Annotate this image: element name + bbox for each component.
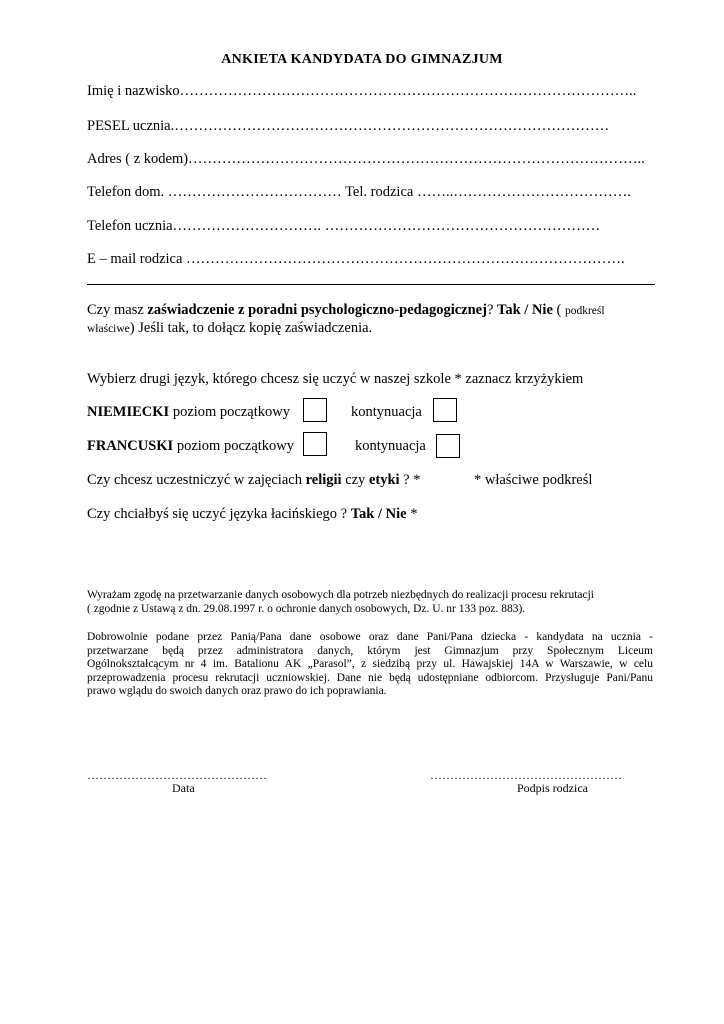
latin-no-option[interactable]: Nie	[385, 506, 407, 522]
religion-option[interactable]: religii	[305, 472, 342, 488]
certificate-note-2: właściwe	[87, 323, 130, 335]
phone-home-field[interactable]: Telefon dom. ……………………………… Tel. rodzica ……..……………………………….	[87, 184, 631, 200]
french-beginner-label: poziom początkowy	[173, 438, 295, 454]
certificate-attach-text: Jeśli tak, to dołącz kopię zaświadczenia.	[138, 320, 373, 336]
certificate-qmark: ?	[486, 302, 497, 318]
info-paragraph	[87, 631, 653, 699]
french-continuation-checkbox[interactable]	[436, 434, 460, 458]
email-parent-field[interactable]: E – mail rodzica ……………………………………………………………………………….	[87, 251, 625, 267]
german-label: NIEMIECKI	[87, 404, 170, 420]
certificate-text: Czy masz	[87, 302, 148, 318]
form-title: ANKIETA KANDYDATA DO GIMNAZJUM	[221, 52, 503, 67]
certificate-yes-option[interactable]: Tak	[497, 302, 521, 318]
info-line-3: Ogólnokształcącym nr 4 im. Batalionu AK „Parasol”, z siedzibą przy ul. Hawajskiej 14A w Warszawie, w celu	[87, 658, 653, 671]
certificate-bold: zaświadczenie z poradni psychologiczno-pedagogicznej	[147, 302, 487, 318]
info-line-4: przeprowadzenia procesu rekrutacji uczniowskiej. Dane nie będą udostępniane odbiorcom. Przysługuje Pani/Panu	[87, 671, 653, 684]
certificate-paren: (	[552, 302, 565, 318]
latin-yes-option[interactable]: Tak	[350, 506, 375, 522]
german-beginner-checkbox[interactable]	[303, 398, 327, 422]
consent-line-2: ( zgodnie z Ustawą z dn. 29.08.1997 r. o ochronie danych osobowych, Dz. U. nr 133 poz. 883).	[87, 602, 526, 615]
latin-text: Czy chciałbyś się uczyć języka łacińskiego ?	[87, 506, 351, 522]
certificate-question	[87, 302, 605, 319]
pesel-field[interactable]: PESEL ucznia.………………………………………………………………………………	[87, 118, 610, 134]
name-field[interactable]: Imię i nazwisko…………………………………………………………………………………..	[87, 83, 637, 99]
german-row	[87, 404, 290, 421]
religion-question	[87, 472, 420, 489]
latin-question	[87, 506, 417, 523]
certificate-note: podkreśl	[564, 305, 605, 317]
french-label: FRANCUSKI	[87, 438, 174, 454]
section-divider	[87, 284, 655, 285]
certificate-separator: /	[520, 302, 532, 318]
religion-note: * właściwe podkreśl	[474, 472, 593, 488]
latin-star: *	[406, 506, 418, 522]
certificate-no-option[interactable]: Nie	[531, 302, 553, 318]
info-line-5: prawo wglądu do swoich danych oraz prawo do ich poprawiania.	[87, 685, 387, 698]
date-label: Data	[172, 781, 195, 795]
french-beginner-checkbox[interactable]	[303, 432, 327, 456]
religion-mid: czy	[341, 472, 369, 488]
date-signature-line[interactable]: ………………………………………	[87, 768, 267, 782]
consent-line-1: Wyrażam zgodę na przetwarzanie danych osobowych dla potrzeb niezbędnych do realizacji procesu rekrutacji	[87, 589, 594, 601]
certificate-question-line2	[87, 320, 372, 337]
french-continuation-label: kontynuacja	[355, 438, 426, 454]
phone-student-field[interactable]: Telefon ucznia…………………………. …………………………………………………	[87, 218, 601, 234]
parent-signature-line[interactable]: …………………………………………	[430, 768, 622, 782]
german-beginner-label: poziom początkowy	[169, 404, 290, 420]
address-field[interactable]: Adres ( z kodem)…………………………………………………………………………………..	[87, 151, 645, 167]
french-row	[87, 438, 294, 455]
ethics-option[interactable]: etyki	[368, 472, 400, 488]
info-line-1: Dobrowolnie podane przez Panią/Pana dane osobowe oraz dane Pani/Pana dziecka - kandydata na ucznia -	[87, 631, 653, 643]
latin-separator: /	[374, 506, 386, 522]
religion-post: ? *	[399, 472, 421, 488]
religion-text: Czy chcesz uczestniczyć w zajęciach	[87, 472, 306, 488]
consent-paragraph	[87, 589, 653, 616]
certificate-paren-close: )	[129, 320, 139, 336]
german-continuation-label: kontynuacja	[351, 404, 422, 420]
info-line-2: przetwarzane będą przez administratora danych, którym jest Gimnazjum przy Społecznym Liceum	[87, 644, 653, 657]
german-continuation-checkbox[interactable]	[433, 398, 457, 422]
language-intro: Wybierz drugi język, którego chcesz się uczyć w naszej szkole * zaznacz krzyżykiem	[87, 371, 584, 387]
parent-signature-label: Podpis rodzica	[517, 781, 588, 795]
